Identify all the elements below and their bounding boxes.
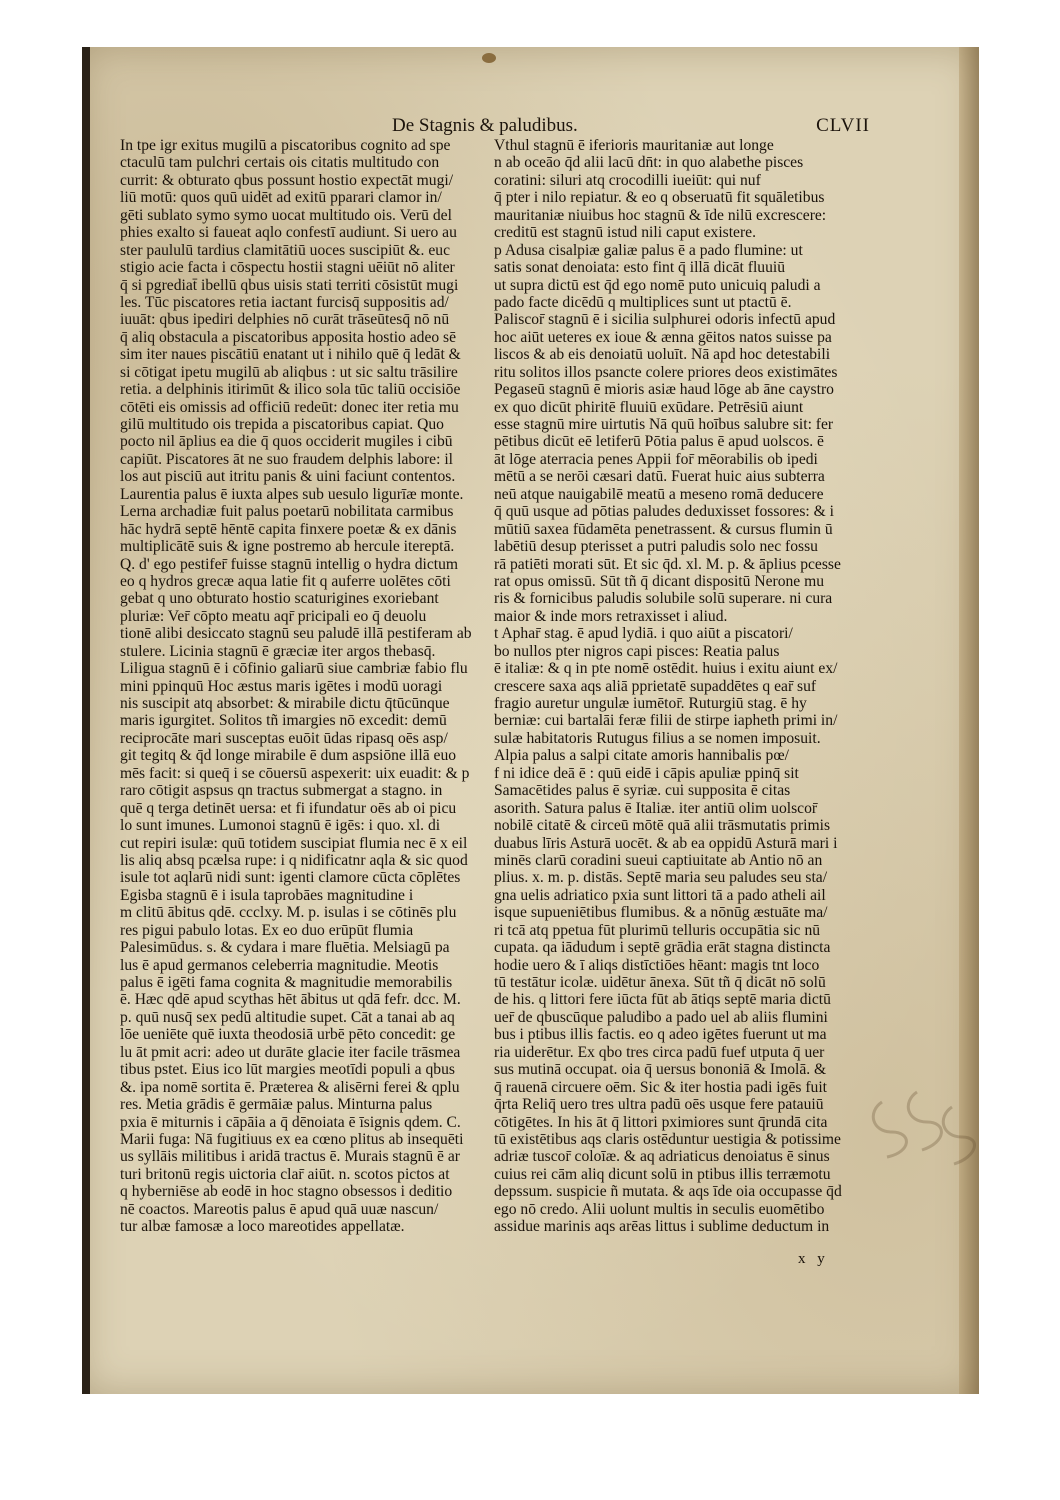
text-line: raro cōtigit aspsus qn tractus submergat a stagno. in xyxy=(120,782,443,800)
text-line: q̄ rauenā circuere oēm. Sic & iter hostia padi igēs fuit xyxy=(494,1078,827,1096)
text-line: Q. d' ego pestifer̄ fuisse stagnū intellig o hydra dictum xyxy=(120,555,459,573)
text-line: tur albæ famosæ a loco mareotides appellatæ. xyxy=(120,1218,405,1236)
text-line: p. quū nusq̄ sex pedū altitudie supet. Cāt a tanai ab aq xyxy=(120,1008,455,1026)
text-line: mēs facit: si queq̄ i se cōuersū aspexerit: uix euadit: & p xyxy=(120,764,470,782)
text-line: ctaculū tam pulchri certais ois citatis multitudo con xyxy=(120,154,440,172)
text-line: res. Metia grādis ē germāiæ palus. Minturna palus xyxy=(120,1096,433,1114)
text-line: gebat q uno obturato hostio scaturigines exoriebant xyxy=(120,590,439,608)
text-line: retia. a delphinis itirimūt & ilico sola tūc taliū occisiōe xyxy=(120,381,461,399)
text-line: q̄ aliq obstacula a piscatoribus apposita hostio adeo sē xyxy=(120,328,457,346)
text-line: pado facte dicēdū q multiplices sunt ut ptactū ē. xyxy=(494,293,792,311)
text-line: q hyberniēse ab eodē in hoc stagno obsessos i deditio xyxy=(120,1183,453,1201)
text-line: lōe ueniēte quē iuxta theodosiā urbē pēto concedit: ge xyxy=(120,1026,456,1044)
text-line: n ab oceāo q̄d alii lacū dn̄t: in quo alabethe pisces xyxy=(494,154,804,172)
text-line: mini ppinquū Hoc æstus maris igētes i modū uoragi xyxy=(120,677,443,695)
text-line: isule tot aqlarū nidi sunt: igenti clamore cūcta cōplētes xyxy=(120,869,461,887)
text-line: plius. x. m. p. distās. Septē maria seu paludes seu sta/ xyxy=(494,869,828,887)
text-line: coratini: siluri atq crocodilli iueiūt: qui nuf xyxy=(494,171,761,189)
text-line: iuuāt: qbus ipediri delphies nō curāt trāseūtesq̄ nō nū xyxy=(120,311,450,329)
text-line: sulæ habitatoris Rutugus filius a se nomen imposuit. xyxy=(494,729,821,747)
text-line: esse stagnū mire uirtutis Nā quū hoībus salubre sit: fer xyxy=(494,416,834,433)
text-line: us syllāis militibus i aridā tractus ē. Murais stagnū ē ar xyxy=(120,1148,460,1166)
text-line: asorith. Satura palus ē Italiæ. iter antiū olim uolscor̄ xyxy=(494,799,818,817)
text-line: maior & inde mors retraxisset i aliud. xyxy=(494,607,728,625)
text-line: In tpe igr exitus mugilū a piscatoribus cognito ad spe xyxy=(120,137,451,154)
text-line: hoc aiūt ueteres ex ioue & ænna gēitos natos suisse pa xyxy=(494,328,832,346)
running-title: De Stagnis & paludibus. xyxy=(392,115,578,136)
text-line: si cōtigat ipetu mugilū ab aliqbus : ut sic saltu trāsilire xyxy=(120,363,458,381)
text-line: Alpia palus a salpi citate amoris hannibalis pœ/ xyxy=(494,747,789,765)
text-line: ri tcā atq ppetua fūt plurimū telluris occupātia sic nū xyxy=(494,921,821,939)
text-line: &. ipa nomē sortita ē. Præterea & alisērni ferei & qplu xyxy=(120,1078,460,1096)
text-line: ego nō credo. Alii uolunt multis in seculis euomētibo xyxy=(494,1200,825,1218)
text-line: ritu solitos illos psancte colere priores deos existimātes xyxy=(494,363,838,381)
text-line: stulere. Licinia stagnū ē græciæ iter argos thebasq̄. xyxy=(120,642,436,660)
text-line: ster paululū tardius clamitātiū uoces suscipiūt &. euc xyxy=(120,241,450,259)
left-text-column xyxy=(120,137,485,1236)
text-line: nobilē citatē & circeū mōtē quā alii trāsmutatis primis xyxy=(494,817,831,835)
text-line: lus ē apud germanos celeberria magnitudie. Meotis xyxy=(120,956,439,974)
text-line: liscos & ab eis denoiatū uoluīt. Nā apd hoc detestabili xyxy=(494,346,831,364)
text-line: cuius rei cām aliq dicunt solū in ptibus illis terræmotu xyxy=(494,1165,831,1183)
text-line: rat opus omissū. Sūt tñ q̄ dicant dispositū Nerone mu xyxy=(494,572,825,590)
text-line: q̄ pter i nilo repiatur. & eo q obseruatū fit squāletibus xyxy=(494,189,825,207)
text-line: cupata. qa iādudum i septē grādia erāt stagna distincta xyxy=(494,939,831,957)
text-line: Liligua stagnū ē i cōfinio galiarū siue cambriæ fabio flu xyxy=(120,660,468,678)
text-line: pocto nil āplius ea die q̄ quos occiderit mugiles i cibū xyxy=(120,433,453,451)
text-line: pxia ē miturnis i cāpāia a q̄ dēnoiata ē īsignis qdem. C. xyxy=(120,1113,461,1131)
text-line: satis sonat denoiata: esto fint q̄ illā dicāt fluuiū xyxy=(494,259,786,277)
scan-left-edge xyxy=(82,47,90,1394)
text-line: Lerna archadiæ fuit palus poetarū nobilitata carmibus xyxy=(120,503,454,521)
text-line: les. Tūc piscatores retia iactant furcisq̄ suppositis ad/ xyxy=(120,293,449,311)
text-line: lis aliq absq pcælsa rupe: i q nidificatnr aqla & sic quod xyxy=(120,851,468,869)
text-line: t Aphar̄ stag. ē apud lydiā. i quo aiūt a piscatori/ xyxy=(494,625,793,643)
text-line: Pegaseū stagnū ē mioris asiæ haud lōge ab āne caystro xyxy=(494,381,834,399)
text-line: stigio acie facta i cōspectu hostii stagni uēiūt nō aliter xyxy=(120,259,455,277)
text-line: f ni idice deā ē : quū eidē i cāpis apuliæ ppinq̄ sit xyxy=(494,764,799,782)
text-line: cōtēti eis omissis ad officiū redeūt: donec iter retia mu xyxy=(120,398,459,416)
text-line: cōtigētes. In his āt q̄ littori pximiores sunt q̄rundā cita xyxy=(494,1113,828,1131)
text-line: duabus līris Asturā uocēt. & ab ea oppidū Asturā mari i xyxy=(494,834,838,852)
text-line: gilū multitudo ois trepida a piscatoribus capiat. Quo xyxy=(120,416,444,433)
text-line: liū motū: quos quū uidēt ad exitū pparari clamor in/ xyxy=(120,189,442,207)
text-line: git tegitq & q̄d longe mirabile ē dum aspsiōne illā euo xyxy=(120,747,457,765)
text-line: fragio auretur ungulæ iumētor̄. Ruturgiū stag. ē hy xyxy=(494,695,807,712)
text-line: Egisba stagnū ē i isula taprobāes magnitudine i xyxy=(120,886,414,904)
text-line: nē coactos. Mareotis palus ē apud quā uuæ nascun/ xyxy=(120,1200,439,1218)
text-line: m clitū ābitus qdē. ccclxy. M. p. isulas i se cōtinēs plu xyxy=(120,904,457,922)
text-line: p Adusa cisalpiæ galiæ palus ē a pado flumine: ut xyxy=(494,241,803,259)
text-line: maris igurgitet. Solitos tñ imargies nō excedit: demū xyxy=(120,712,447,730)
text-line: isque supueniētibus flumibus. & a nōnūg æstuāte ma/ xyxy=(494,904,828,922)
text-line: depssum. suspicie ñ mutata. & aqs īde oia occupasse q̄d xyxy=(494,1183,842,1201)
folio-number: CLVII xyxy=(816,115,870,136)
text-line: de his. q littori fere iūcta fūt ab ātiqs septē maria dictū xyxy=(494,991,831,1009)
text-line: q̄ si pgrediat̄ ibellū qbus uisis stati territi cōsistūt mugi xyxy=(120,276,459,294)
text-line: multiplicātē suis & igne postremo ab hercule itereptā. xyxy=(120,538,455,556)
text-line: pētibus dicūt eē letiferū Pōtia palus ē apud uolscos. ē xyxy=(494,433,824,451)
text-line: assidue marinis aqs arēas littus i sublime deductum in xyxy=(494,1218,830,1236)
text-line: cut repiri isulæ: quū totidem suscipiat flumia nec ē x eil xyxy=(120,834,468,852)
text-line: tionē alibi desiccato stagnū seu paludē illā pestiferam ab xyxy=(120,625,472,643)
text-line: adriæ tuscor̄ coloīæ. & aq adriaticus denoiatus ē sinus xyxy=(494,1148,830,1166)
text-line: phies exalto si faueat aqlo confestī audiunt. Si uero au xyxy=(120,224,457,242)
text-line: lu āt pmit acri: adeo ut durāte glacie iter facile trāsmea xyxy=(120,1043,461,1061)
text-line: tū testātur icolæ. uidētur ānexa. Sūt tñ q̄ dicāt nō solū xyxy=(494,974,826,991)
text-line: gēti sublato symo symo uocat multitudo ois. Verū del xyxy=(120,206,452,224)
text-line: eo q hydros grecæ aqua latie fit q auferre uolētes cōti xyxy=(120,572,451,590)
text-line: palus ē igēti fama cognita & magnitudie memorabilis xyxy=(120,974,453,991)
text-line: ē italiæ: & q in pte nomē ostēdit. huius i exitu aiunt ex/ xyxy=(494,660,838,678)
text-line: Samacētides palus ē syriæ. cui supposita ē citas xyxy=(494,782,791,800)
signature-mark: x y xyxy=(798,1251,829,1267)
text-line: sim iter naues piscātiū enatant ut i nihilo quē q̄ ledāt & xyxy=(120,346,461,364)
text-line: creditū est stagnū istud nili caput existere. xyxy=(494,224,756,242)
text-line: rā patiēti morati sūt. Et sic q̄d. xl. M. p. & āplius pcesse xyxy=(494,555,841,573)
text-line: Marii fuga: Nā fugitiuus ex ea cœno plitus ab insequēti xyxy=(120,1130,464,1148)
text-line: Paliscor̄ stagnū ē i sicilia sulphurei odoris infectū apud xyxy=(494,311,836,329)
text-line: berniæ: cui bartalāi feræ filii de stirpe iapheth primi in/ xyxy=(494,712,838,730)
text-line: sus mutinā occupat. oia q̄ uersus bononiā & Imolā. & xyxy=(494,1061,827,1079)
text-line: ria uiderētur. Ex qbo tres circa padū fuef utputa q̄ uer xyxy=(494,1043,825,1061)
text-line: res pigui pabulo lotas. Ex eo duo erūpūt flumia xyxy=(120,921,414,939)
text-line: labētiū desup pterisset a putri paludis solo nec fossu xyxy=(494,538,818,556)
text-line: tū existētibus aqs claris ostēduntur uestigia & potissime xyxy=(494,1130,841,1148)
text-line: Vthul stagnū ē iferioris mauritaniæ aut longe xyxy=(494,137,774,154)
text-line: quē q terga detinēt uersa: et fi ifundatur oēs ab oi picu xyxy=(120,799,457,817)
text-line: capiūt. Piscatores āt ne suo fraudem delphis labore: il xyxy=(120,450,454,468)
text-line: q̄ quū usque ad pōtias paludes deduxisset fossores: & i xyxy=(494,503,834,521)
text-line: bus i ptibus illis factis. eo q adeo igētes fuerunt ut ma xyxy=(494,1026,827,1044)
text-line: nis suscipit atq absorbet: & mirabile dictu q̄tūcūnque xyxy=(120,695,450,712)
text-line: neū atque nauigabilē meatū a meseno romā deducere xyxy=(494,485,824,503)
text-line: pluriæ: Ver̄ cōpto meatu aqr̄ pricipali eo q̄ deuolu xyxy=(120,607,427,625)
right-text-column xyxy=(494,137,879,1236)
text-line: crescere saxa aqs aliā pprietatē supaddētes q ear̄ suf xyxy=(494,677,817,695)
paper-stain xyxy=(482,53,496,63)
text-line: los aut pisciū aut itritu panis & uini faciunt contentos. xyxy=(120,468,456,486)
text-line: uer̄ de qbuscūque paludibo a pado uel ab aliis flumini xyxy=(494,1008,828,1026)
text-line: lo sunt imunes. Lumonoi stagnū ē igēs: i quo. xl. di xyxy=(120,817,441,835)
text-line: Palesimūdus. s. & cydara i mare fluētia. Melsiagū pa xyxy=(120,939,450,957)
text-line: turi britonū regis uictoria clar̄ aiūt. n. scotos pictos at xyxy=(120,1165,450,1183)
scan-right-edge xyxy=(959,47,979,1394)
text-line: q̄rta Reliq̄ uero tres ultra padū oēs usque fere patauiū xyxy=(494,1096,824,1114)
text-line: Laurentia palus ē iuxta alpes sub uesulo ligurīæ monte. xyxy=(120,485,464,503)
text-line: hodie uero & ī aliqs distīctiōes hēant: magis tnt loco xyxy=(494,956,820,974)
text-line: bo nullos pter nigros capi pisces: Reatia palus xyxy=(494,642,780,660)
faint-watermark xyxy=(862,1072,982,1172)
text-line: reciprocāte mari susceptas euōit ūdas ripasq oēs asp/ xyxy=(120,729,448,747)
text-line: ut supra dictū est q̄d ego nomē puto unicuiq paludi a xyxy=(494,276,821,294)
text-line: tibus pstet. Eius ico lūt margies meotīdi populi a qbus xyxy=(120,1061,455,1079)
text-line: minēs clarū coradini sueui captiuitate ab Antio nō an xyxy=(494,851,823,869)
text-line: ris & fornicibus paludis solubile solū superare. ni cura xyxy=(494,590,833,608)
text-line: hāc hydrā septē hēntē capita finxere poetæ & ex dānis xyxy=(120,520,457,538)
text-line: mauritaniæ niuibus hoc stagnū & īde nilū excrescere: xyxy=(494,206,827,224)
text-line: āt lōge aterracia penes Appii for̄ mēorabilis ob ipedi xyxy=(494,450,818,468)
text-line: currit: & obturato qbus possunt hostio expectāt mugi/ xyxy=(120,171,454,189)
text-line: mētū a se nerōi cæsari datū. Fuerat huic aius subterra xyxy=(494,468,825,486)
text-line: gna uelis adriatico pxia sunt littori tā a pado atheli ail xyxy=(494,886,826,904)
text-line: mūtiū saxea fūdamēta penetrassent. & cursus flumin ū xyxy=(494,520,833,538)
text-line: ē. Hæc qdē apud scythas hēt ābitus ut qdā fefr. dcc. M. xyxy=(120,991,461,1009)
scanned-page xyxy=(82,47,979,1394)
text-line: ex quo dicūt phiritē fluuiū exūdare. Petrēsiū aiunt xyxy=(494,398,804,416)
